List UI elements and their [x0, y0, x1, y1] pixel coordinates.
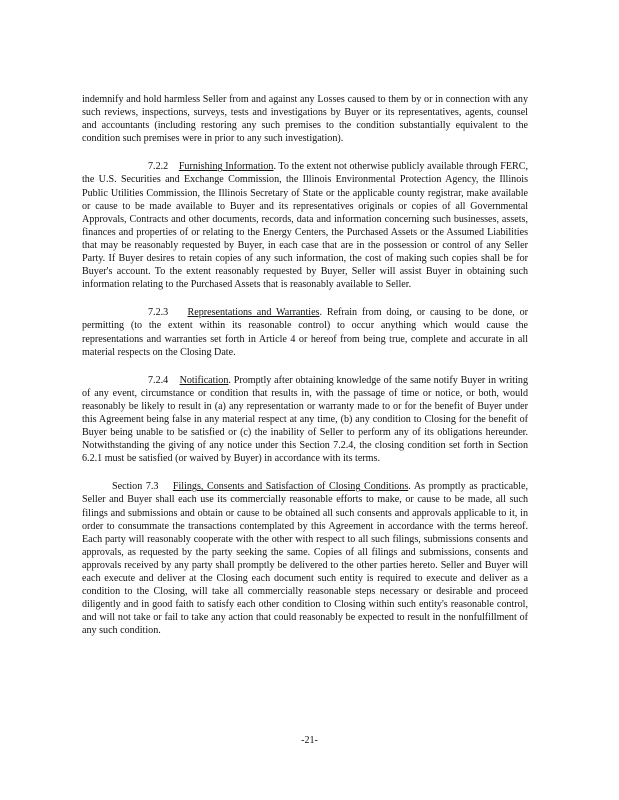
section-7-2-2-body: . To the extent not otherwise publicly available through FERC, the U.S. Securities and Exchange Commission, the Illinois Environmental Protection Agency, the Illinois Public Utilities Commission, the Illinois Secretary of State or the applicable county registrar, make available or cause to be made available to Buyer and its representatives originals or copies of all Governmental Approvals, Contracts and other documents, records, data and information concerning such businesses, assets, finances and properties of or relating to the Energy Centers, the Purchased Assets or the Assumed Liabilities that may be reasonably requested by Buyer, in each case that are in the possession or control of any Seller Party. If Buyer desires to retain copies of any such information, the cost of making such copies shall be for Buyer's account. To the extent reasonably requested by Buyer, Seller will assist Buyer in obtaining such information relating to the Purchased Assets that is reasonably available to Seller. [82, 161, 529, 291]
section-7-3-number: Section 7.3 [112, 481, 159, 493]
section-7-2-3 [82, 306, 528, 358]
section-7-2-4-number: 7.2.4 [148, 374, 169, 386]
section-7-2-3-number: 7.2.3 [148, 307, 169, 319]
section-7-3-body: . As promptly as practicable, Seller and Buyer shall each use its commercially reasonable efforts to make, or cause to be made, all such filings and submissions and obtain or cause to be obtained all such consents and approvals applicable to it, in order to consummate the transactions contemplated by this Agreement in accordance with the terms hereof. Each party will reasonably cooperate with the other with respect to all such filings, submissions consents and approvals, as requested by the party seeking the same. Copies of all filings and submissions, consents and approvals received by any party shall promptly be delivered to the other parties hereto. Seller and Buyer will each execute and deliver at the Closing each document such entity is required to execute and deliver as a condition to the Closing, will take all commercially reasonable steps necessary or desirable and proceed diligently and in good faith to satisfy each other condition to Closing within such entity's reasonable control, and will not take or fail to take any action that could reasonably be expected to result in the nonfulfillment of any such condition. [82, 481, 528, 637]
section-7-2-3-heading: Representations and Warranties [187, 307, 320, 319]
continuation-paragraph: indemnify and hold harmless Seller from and against any Losses caused to them by or in connection with any such reviews, inspections, surveys, tests and investigations by Buyer or its representatives, agents, counsel and accountants (including restoring any such premises to the condition substantially equivalent to the condition such premises were in prior to any such investigation). [82, 94, 528, 145]
section-7-2-3-body: . Refrain from doing, or causing to be done, or permitting (to the extent within its reasonable control) to occur anything which would cause the representations and warranties set forth in Article 4 or hereof from being true, complete and accurate in all material respects on the Closing Date. [82, 307, 529, 358]
section-7-3-heading: Filings, Consents and Satisfaction of Closing Conditions [172, 481, 409, 493]
section-7-3 [82, 480, 528, 637]
section-7-2-4 [82, 374, 528, 466]
document-body [82, 93, 528, 652]
section-7-2-2 [82, 160, 528, 291]
section-7-2-4-heading: Notification [179, 374, 229, 386]
section-7-2-2-number: 7.2.2 [148, 161, 169, 173]
section-7-2-4-body: . Promptly after obtaining knowledge of the same notify Buyer in writing of any event, circumstance or condition that results in, with the passage of time or notice, or both, would reasonably be likely to result in (a) any representation or warranty made to or for the benefit of Buyer under this Agreement being false in any material respect at any time, (b) any condition to Closing for the benefit of Buyer being unable to be satisfied or (c) the inability of Seller to perform any of its obligations hereunder. Notwithstanding the giving of any notice under this Section 7.2.4, the closing condition set forth in Section 6.2.1 must be satisfied (or waived by Buyer) in accordance with its terms. [82, 374, 528, 465]
page-number: -21- [301, 735, 318, 746]
section-7-2-2-heading: Furnishing Information [178, 161, 274, 173]
